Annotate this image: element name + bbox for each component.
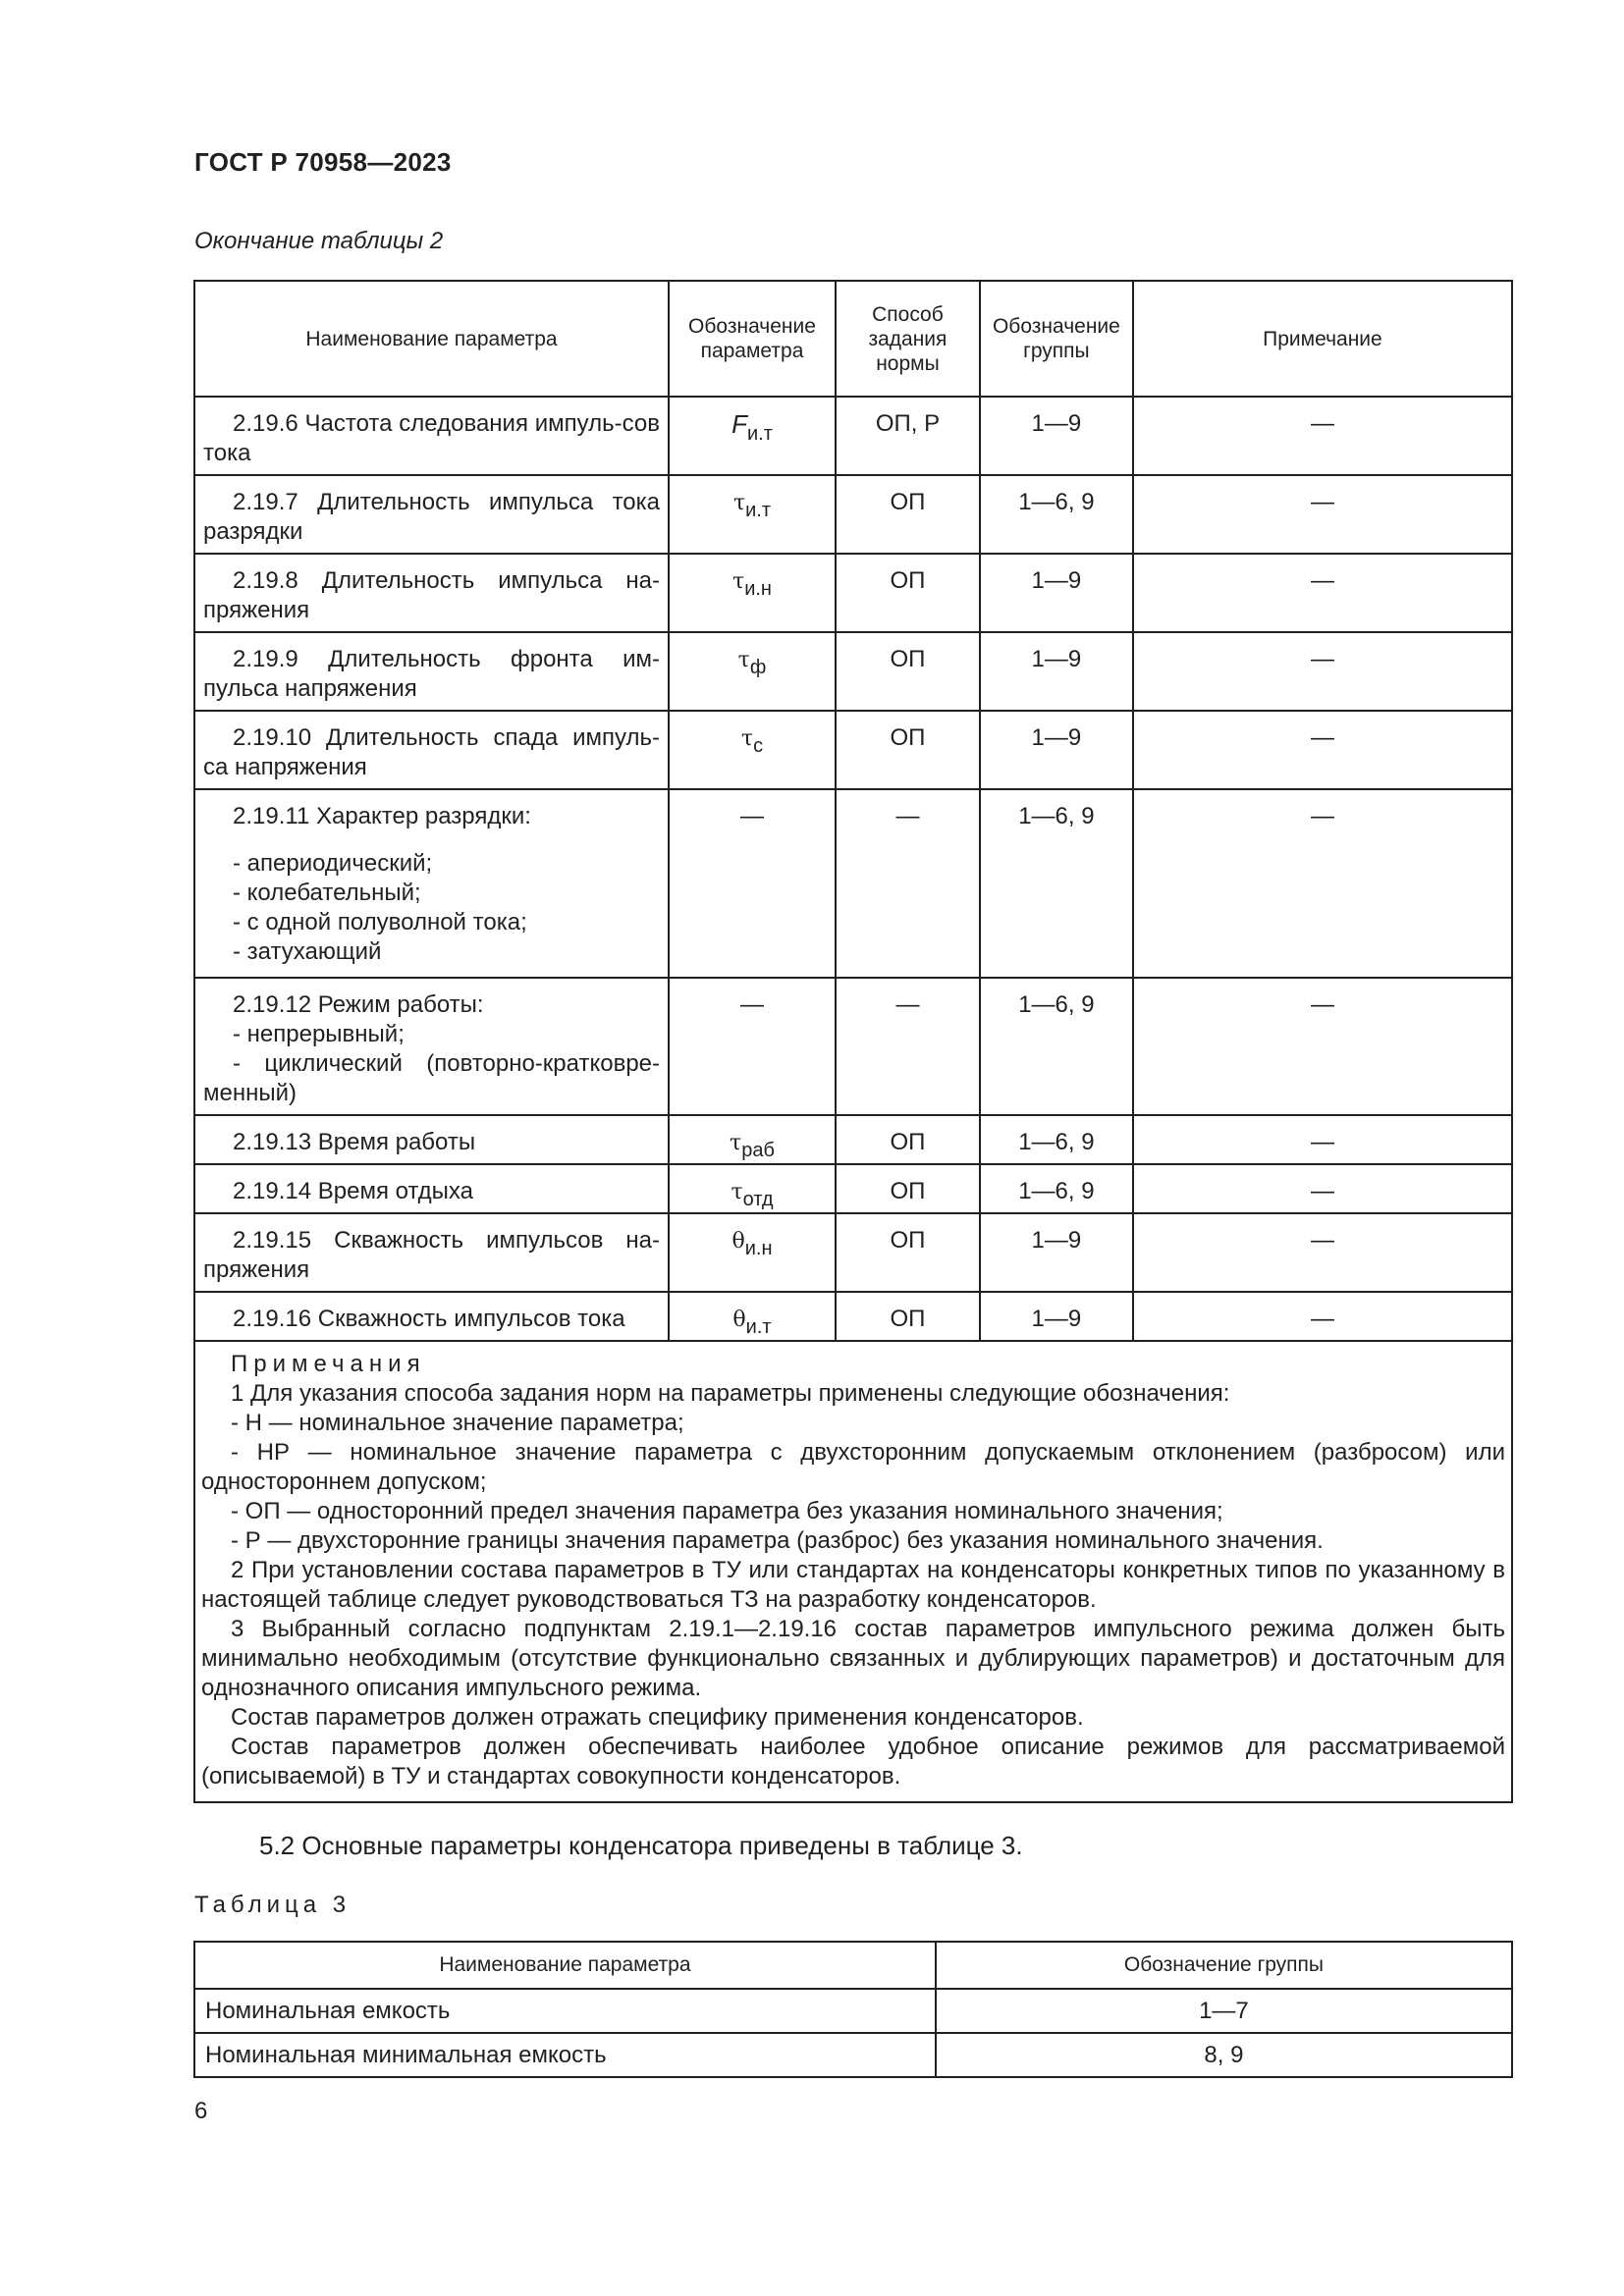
param-name: 2.19.10 Длительность спада импуль-са напряжения bbox=[203, 724, 661, 780]
param-note-cell bbox=[1133, 1164, 1512, 1213]
paragraph-5-2: 5.2 Основные параметры конденсатора приведены в таблице 3. bbox=[259, 1831, 1023, 1860]
param-symbol-cell bbox=[669, 554, 836, 632]
param-name: 2.19.9 Длительность фронта им-пульса напряжения bbox=[203, 646, 661, 702]
param-note-cell bbox=[1133, 711, 1512, 789]
table3-col-name: Наименование параметра bbox=[194, 1942, 936, 1989]
table-row bbox=[194, 1213, 1512, 1292]
param-group-cell bbox=[980, 397, 1133, 475]
param-group: 1—9 bbox=[1031, 1306, 1082, 1332]
table3-cell-group: 1—7 bbox=[936, 1989, 1512, 2033]
param-symbol-subscript: и.н bbox=[744, 1238, 773, 1259]
table-row bbox=[194, 397, 1512, 475]
param-note-cell bbox=[1133, 1292, 1512, 1341]
table-row bbox=[194, 789, 1512, 978]
param-symbol-subscript: и.т bbox=[746, 423, 773, 445]
param-method-cell bbox=[836, 554, 980, 632]
note-line: - Н — номинальное значение параметра; bbox=[231, 1410, 684, 1436]
param-method-cell bbox=[836, 711, 980, 789]
param-name: 2.19.16 Скважность импульсов тока bbox=[233, 1306, 625, 1332]
param-method-cell bbox=[836, 1115, 980, 1164]
table-row bbox=[194, 554, 1512, 632]
table2-col-group: Обозначение группы bbox=[980, 281, 1133, 397]
param-name: 2.19.13 Время работы bbox=[233, 1129, 476, 1155]
table2-col-symbol: Обозначение параметра bbox=[669, 281, 836, 397]
param-name-cell bbox=[194, 397, 669, 475]
param-name-cell bbox=[194, 1164, 669, 1213]
param-group-cell bbox=[980, 475, 1133, 554]
param-method-cell bbox=[836, 1213, 980, 1292]
table-row bbox=[194, 632, 1512, 711]
table-row bbox=[194, 711, 1512, 789]
table3-col-group: Обозначение группы bbox=[936, 1942, 1512, 1989]
param-name-cell bbox=[194, 1213, 669, 1292]
param-group-cell bbox=[980, 1164, 1133, 1213]
param-method: ОП bbox=[890, 1306, 926, 1332]
param-method-cell bbox=[836, 632, 980, 711]
table2-col-method: Способ задания нормы bbox=[836, 281, 980, 397]
param-group: 1—9 bbox=[1031, 1227, 1082, 1254]
table-2 bbox=[193, 280, 1513, 1803]
param-name: 2.19.14 Время отдыха bbox=[233, 1178, 473, 1204]
param-note-cell bbox=[1133, 397, 1512, 475]
param-symbol-cell bbox=[669, 978, 836, 1115]
param-note: — bbox=[1310, 567, 1334, 594]
param-group: 1—6, 9 bbox=[1018, 489, 1095, 515]
param-subitem: - с одной полуволной тока; bbox=[233, 909, 527, 935]
table-row bbox=[194, 1115, 1512, 1164]
table-row bbox=[194, 1292, 1512, 1341]
param-group: 1—6, 9 bbox=[1018, 803, 1095, 829]
param-group: 1—9 bbox=[1031, 567, 1082, 594]
param-group-cell bbox=[980, 711, 1133, 789]
param-note: — bbox=[1310, 724, 1334, 751]
param-note-cell bbox=[1133, 1115, 1512, 1164]
param-symbol: — bbox=[739, 803, 764, 829]
param-method-cell bbox=[836, 789, 980, 978]
param-group: 1—6, 9 bbox=[1018, 1178, 1095, 1204]
page-number: 6 bbox=[194, 2098, 208, 2124]
note-line: 1 Для указания способа задания норм на параметры применены следующие обозначения: bbox=[231, 1380, 1230, 1407]
param-group-cell bbox=[980, 1213, 1133, 1292]
param-group: 1—6, 9 bbox=[1018, 1129, 1095, 1155]
param-symbol-main: τ bbox=[737, 648, 750, 672]
note-line: 3 Выбранный согласно подпунктам 2.19.1—2.19.16 состав параметров импульсного режима должен быть минимально необходимым (отсутствие функционально связанных и дублирующих параметров) и достаточным для однозначного описания импульсного режима. bbox=[201, 1616, 1505, 1701]
table2-notes-row bbox=[194, 1341, 1512, 1802]
note-line: 2 При установлении состава параметров в ТУ или стандартах на конденсаторы конкретных типов по указанному в настоящей таблице следует руководствоваться ТЗ на разработку конденсаторов. bbox=[201, 1557, 1505, 1613]
param-method: ОП bbox=[890, 646, 926, 672]
param-subitem: - затухающий bbox=[233, 938, 382, 965]
param-group-cell bbox=[980, 554, 1133, 632]
param-symbol-subscript: и.н bbox=[744, 578, 772, 600]
param-group: 1—6, 9 bbox=[1018, 991, 1095, 1018]
table2-header-row bbox=[194, 281, 1512, 397]
param-method-cell bbox=[836, 1292, 980, 1341]
param-name: 2.19.8 Длительность импульса на-пряжения bbox=[203, 567, 661, 623]
param-name: 2.19.12 Режим работы: bbox=[233, 991, 484, 1018]
param-symbol-cell bbox=[669, 1115, 836, 1164]
notes-title: Примечания bbox=[231, 1351, 426, 1377]
param-symbol-cell bbox=[669, 1164, 836, 1213]
param-note-cell bbox=[1133, 1213, 1512, 1292]
param-symbol-main: θ bbox=[732, 1308, 746, 1332]
param-symbol-subscript: раб bbox=[741, 1140, 775, 1161]
param-note: — bbox=[1310, 803, 1334, 829]
param-name-cell bbox=[194, 978, 669, 1115]
param-note: — bbox=[1310, 646, 1334, 672]
note-line: - ОП — односторонний предел значения параметра без указания номинального значения; bbox=[231, 1498, 1223, 1524]
param-symbol-main: τ bbox=[730, 1131, 742, 1155]
note-line: - Р — двухсторонние границы значения параметра (разброс) без указания номинального значения. bbox=[231, 1527, 1324, 1554]
param-note-cell bbox=[1133, 978, 1512, 1115]
param-method-cell bbox=[836, 475, 980, 554]
table2-col-note: Примечание bbox=[1133, 281, 1512, 397]
table2-col-name: Наименование параметра bbox=[194, 281, 669, 397]
param-note: — bbox=[1310, 489, 1334, 515]
param-note-cell bbox=[1133, 554, 1512, 632]
param-method: ОП bbox=[890, 489, 926, 515]
param-symbol-subscript: ф bbox=[749, 657, 767, 678]
param-symbol-main: θ bbox=[731, 1229, 745, 1254]
table3-caption: Таблица 3 bbox=[194, 1892, 352, 1918]
param-note-cell bbox=[1133, 789, 1512, 978]
param-symbol-cell bbox=[669, 397, 836, 475]
param-note: — bbox=[1310, 1306, 1334, 1332]
param-method-cell bbox=[836, 978, 980, 1115]
param-group-cell bbox=[980, 1115, 1133, 1164]
note-line: Состав параметров должен обеспечивать наиболее удобное описание режимов для рассматриваемой (описываемой) в ТУ и стандартах совокупности конденсаторов. bbox=[201, 1734, 1505, 1789]
param-subitem: - непрерывный; bbox=[233, 1021, 405, 1047]
param-note: — bbox=[1310, 410, 1334, 437]
table3-header-row bbox=[194, 1942, 1512, 1989]
param-method: ОП bbox=[890, 1178, 926, 1204]
param-symbol-subscript: с bbox=[753, 735, 764, 757]
param-method: ОП bbox=[890, 1129, 926, 1155]
param-symbol-main: τ bbox=[732, 569, 745, 594]
note-line: - НР — номинальное значение параметра с двухсторонним допускаемым отклонением (разбросом) или одностороннем допуском; bbox=[201, 1439, 1505, 1495]
param-symbol-main: τ bbox=[740, 726, 754, 751]
param-symbol-main: τ bbox=[731, 1180, 743, 1204]
param-symbol-cell bbox=[669, 1292, 836, 1341]
param-note: — bbox=[1310, 991, 1334, 1018]
param-symbol-cell bbox=[669, 711, 836, 789]
table-row bbox=[194, 2033, 1512, 2077]
param-symbol-cell bbox=[669, 632, 836, 711]
table-row bbox=[194, 1989, 1512, 2033]
table3-cell-group: 8, 9 bbox=[936, 2033, 1512, 2077]
param-name-cell bbox=[194, 789, 669, 978]
table2-continuation-caption: Окончание таблицы 2 bbox=[194, 228, 444, 254]
param-note: — bbox=[1310, 1129, 1334, 1155]
param-name: 2.19.7 Длительность импульса тока разрядки bbox=[203, 489, 661, 545]
param-method-cell bbox=[836, 1164, 980, 1213]
param-group-cell bbox=[980, 632, 1133, 711]
param-group-cell bbox=[980, 789, 1133, 978]
param-symbol-subscript: и.т bbox=[745, 500, 772, 521]
param-subitem: - циклический (повторно-кратковре-менный) bbox=[203, 1050, 661, 1106]
param-symbol-cell bbox=[669, 789, 836, 978]
param-note: — bbox=[1310, 1178, 1334, 1204]
param-name-cell bbox=[194, 475, 669, 554]
param-name: 2.19.11 Характер разрядки: bbox=[233, 803, 531, 829]
param-name-cell bbox=[194, 632, 669, 711]
param-symbol-cell bbox=[669, 1213, 836, 1292]
param-method: — bbox=[895, 803, 920, 829]
table3-cell-name: Номинальная минимальная емкость bbox=[194, 2033, 936, 2077]
param-symbol-subscript: и.т bbox=[745, 1316, 772, 1338]
param-method: ОП bbox=[890, 724, 926, 751]
standard-header: ГОСТ Р 70958—2023 bbox=[194, 147, 452, 177]
param-group-cell bbox=[980, 978, 1133, 1115]
param-method: ОП bbox=[890, 567, 926, 594]
param-symbol-main: F bbox=[731, 409, 747, 439]
param-group-cell bbox=[980, 1292, 1133, 1341]
param-group: 1—9 bbox=[1031, 646, 1082, 672]
param-name-cell bbox=[194, 711, 669, 789]
param-symbol-subscript: отд bbox=[742, 1189, 774, 1210]
param-note-cell bbox=[1133, 632, 1512, 711]
table2-notes bbox=[194, 1341, 1512, 1802]
param-symbol: — bbox=[739, 991, 764, 1018]
note-line: Состав параметров должен отражать специфику применения конденсаторов. bbox=[231, 1704, 1084, 1731]
param-group: 1—9 bbox=[1031, 724, 1082, 751]
param-method: ОП bbox=[890, 1227, 926, 1254]
param-method: ОП, Р bbox=[875, 410, 941, 437]
table3-cell-name: Номинальная емкость bbox=[194, 1989, 936, 2033]
table-row bbox=[194, 978, 1512, 1115]
table-row bbox=[194, 1164, 1512, 1213]
param-name: 2.19.6 Частота следования импуль-сов тока bbox=[203, 410, 661, 466]
param-note-cell bbox=[1133, 475, 1512, 554]
table-3 bbox=[193, 1941, 1513, 2078]
param-name-cell bbox=[194, 554, 669, 632]
param-subitem: - апериодический; bbox=[233, 850, 433, 877]
param-name: 2.19.15 Скважность импульсов на-пряжения bbox=[203, 1227, 661, 1283]
table-row bbox=[194, 475, 1512, 554]
param-symbol-main: τ bbox=[732, 491, 746, 515]
param-name-cell bbox=[194, 1292, 669, 1341]
param-symbol-cell bbox=[669, 475, 836, 554]
param-subitem: - колебательный; bbox=[233, 880, 421, 906]
param-method-cell bbox=[836, 397, 980, 475]
param-group: 1—9 bbox=[1031, 410, 1082, 437]
param-note: — bbox=[1310, 1227, 1334, 1254]
param-method: — bbox=[895, 991, 920, 1018]
param-name-cell bbox=[194, 1115, 669, 1164]
